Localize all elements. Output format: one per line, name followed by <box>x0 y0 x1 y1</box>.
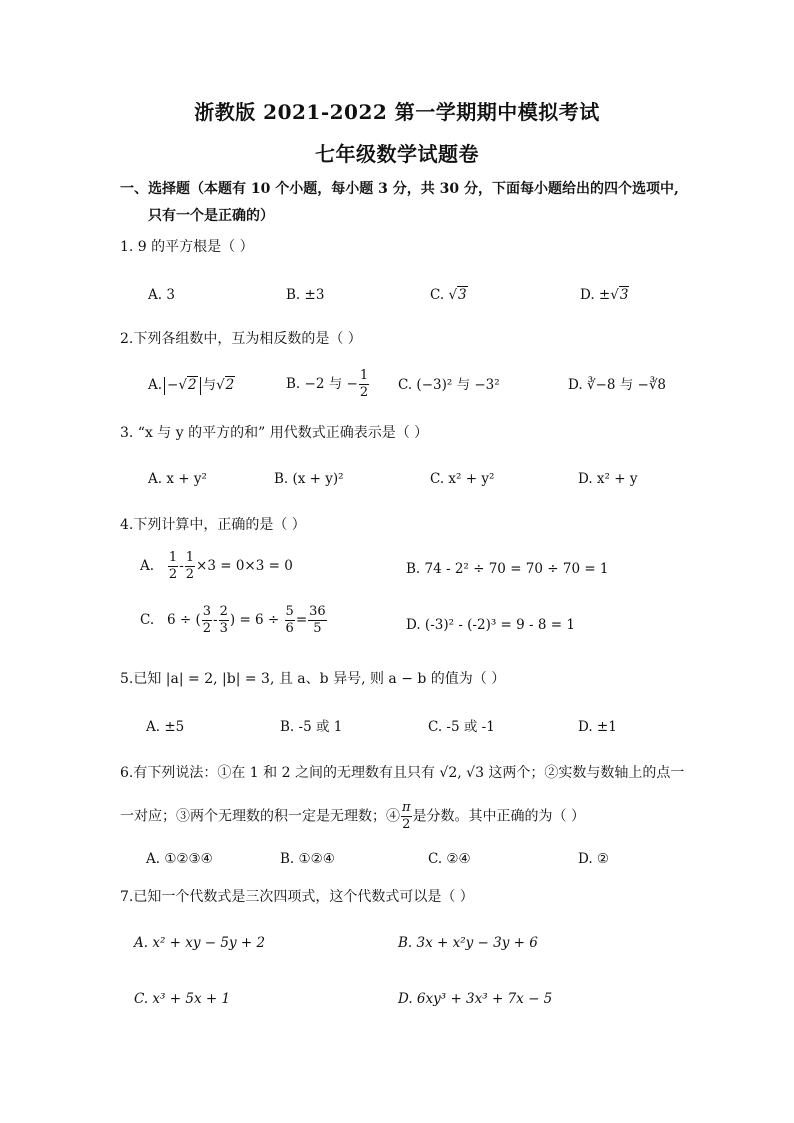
q5-option-a: A. ±5 <box>146 719 185 735</box>
question-5-stem: 5.已知 |a| = 2, |b| = 3, 且 a、b 异号, 则 a − b 的值为（ ） <box>120 671 506 687</box>
sqrt-icon: √2 <box>178 377 197 393</box>
q6-option-a: A. ①②③④ <box>146 851 213 867</box>
q1-option-b: B. ±3 <box>286 287 325 303</box>
q2-option-a-connector: 与 <box>202 377 217 393</box>
sqrt-icon: √3 <box>448 287 467 303</box>
section-heading-line1: 一、选择题（本题有 10 个小题，每小题 3 分，共 30 分，下面每小题给出的四个选项中, <box>120 181 679 197</box>
section-heading <box>120 176 680 230</box>
q3-option-c: C. x² + y² <box>430 471 495 487</box>
q6-option-b: B. ①②④ <box>280 851 335 867</box>
question-7-stem: 7.已知一个代数式是三次四项式，这个代数式可以是（ ） <box>120 889 474 905</box>
q5-option-d: D. ±1 <box>578 719 617 735</box>
q4-option-a: A. $\frac{1}{2}$ - $\frac{1}{2}$ ×3 = 0×3 = 0 <box>140 550 293 582</box>
question-4-stem: 4.下列计算中，正确的是（ ） <box>120 517 306 533</box>
q7-option-a: A. x² + xy − 5y + 2 <box>134 935 266 951</box>
q2-option-c: C. (−3)² 与 −3² <box>398 377 500 393</box>
sqrt-icon: √2 <box>216 377 235 393</box>
fraction: $\frac{1}{2}$ <box>359 368 369 400</box>
q5-option-c: C. -5 或 -1 <box>428 719 495 735</box>
q3-option-d: D. x² + y <box>578 471 638 487</box>
q5-option-b: B. -5 或 1 <box>280 719 343 735</box>
q7-option-d: D. 6xy³ + 3x³ + 7x − 5 <box>398 991 553 1007</box>
q4-option-b: B. 74 - 2² ÷ 70 = 70 ÷ 70 = 1 <box>406 561 609 577</box>
q7-option-b: B. 3x + x²y − 3y + 6 <box>398 935 538 951</box>
q1-option-c-radicand: 3 <box>458 287 467 303</box>
q6-option-c: C. ②④ <box>428 851 471 867</box>
abs-bar-icon <box>200 377 201 395</box>
q3-option-b: B. (x + y)² <box>274 471 344 487</box>
q3-option-a: A. x + y² <box>148 471 207 487</box>
q2-option-b <box>286 368 370 401</box>
sqrt-icon: √3 <box>610 287 629 303</box>
exam-title: 浙教版 2021-2022 第一学期期中模拟考试 <box>194 100 600 124</box>
q1-option-a: A. 3 <box>148 287 175 303</box>
q2-option-a-label: A. <box>148 377 163 393</box>
question-3-stem: 3. “x 与 y 的平方的和” 用代数式正确表示是（ ） <box>120 425 429 441</box>
q1-option-d-radicand: 3 <box>619 287 629 303</box>
q2-option-b-label: B. −2 与 − <box>286 376 358 392</box>
q2-option-a: A. −√2 与√2 <box>148 374 235 396</box>
q1-option-d <box>580 284 629 306</box>
question-1-stem: 1. 9 的平方根是（ ） <box>120 239 254 255</box>
section-heading-line2: 只有一个是正确的） <box>148 208 274 224</box>
q4-option-a-expr: ×3 = 0×3 = 0 <box>196 558 293 574</box>
q6-option-d: D. ② <box>578 851 610 867</box>
question-6-stem-line1: 6.有下列说法：①在 1 和 2 之间的无理数有且只有 √2, √3 这两个；②实数与数轴上的点一 <box>120 765 685 781</box>
q1-option-c <box>430 284 468 306</box>
q4-option-c-label: C. <box>140 612 155 628</box>
q4-option-c: C. 6 ÷ ( $\frac{3}{2}$ - $\frac{2}{3}$ ) = 6 ÷ $\frac{5}{6}$ = $\frac{36}{5}$ <box>140 604 326 636</box>
q4-option-d: D. (-3)² - (-2)³ = 9 - 8 = 1 <box>406 617 575 633</box>
exam-subtitle: 七年级数学试题卷 <box>315 142 479 166</box>
question-6-stem-line2: 一对应；③两个无理数的积一定是无理数；④ $\frac{\pi}{2}$ 是分数。其中正确的为（ ） <box>120 800 585 832</box>
q4-option-a-label: A. <box>140 558 155 574</box>
q1-option-d-label: D. ± <box>580 287 611 303</box>
pi-over-2-fraction: $\frac{\pi}{2}$ <box>402 800 411 832</box>
question-2-stem: 2.下列各组数中，互为相反数的是（ ） <box>120 331 362 347</box>
q7-option-c: C. x³ + 5x + 1 <box>134 991 231 1007</box>
q1-option-c-label: C. <box>430 287 449 303</box>
q2-option-d: D. ∛−8 与 −∛8 <box>568 377 667 393</box>
abs-bar-icon <box>164 377 165 395</box>
